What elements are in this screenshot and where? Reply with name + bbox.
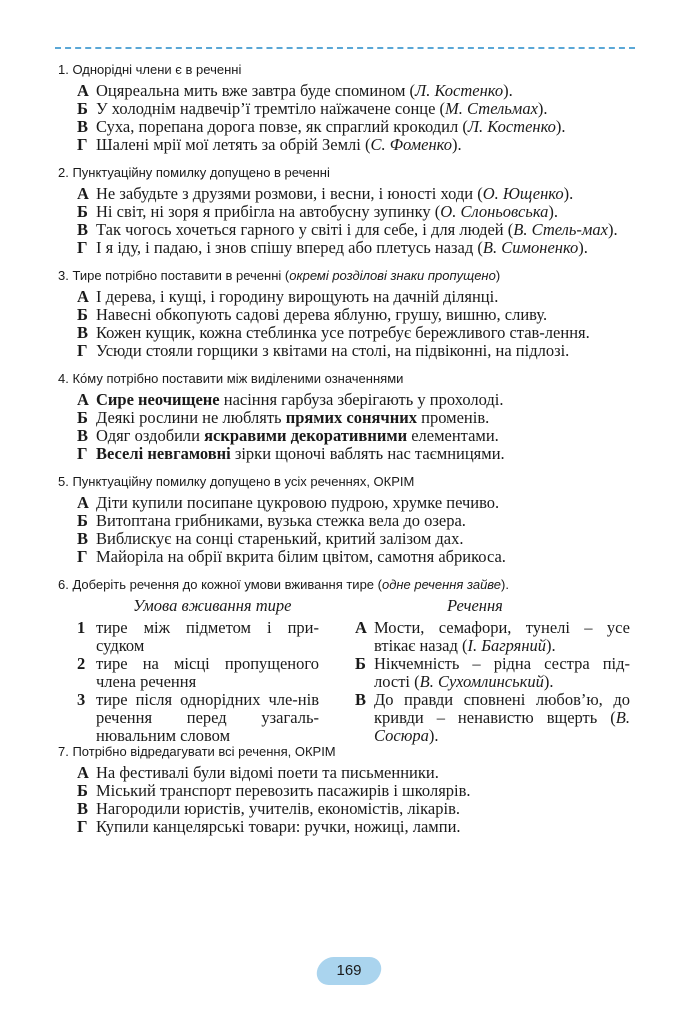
condition-number: 2 [77,654,86,673]
condition-number: 3 [77,690,86,709]
option-letter: В [77,117,89,136]
option-b: Б У холоднім надвечір’ї тремтіло наїжачене сонце (М. Стельмах). [77,99,548,118]
question-5 [0,473,695,566]
option-letter: В [77,323,89,342]
condition-number: 1 [77,618,86,637]
question-3 [0,267,695,360]
sentence-letter: В [355,690,367,709]
question-header: 7. Потрібно відредагувати всі речення, ОКРІМ [58,744,336,759]
option-letter: В [77,529,89,548]
option-v: В Кожен кущик, кожна стеблинка усе потребує бережливого став-лення. [77,323,590,342]
question-header: 1. Однорідні члени є в реченні [58,62,242,77]
option-letter: Г [77,547,88,566]
option-letter: Б [77,305,88,324]
option-v: В Так чогось хочеться гарного у світі і для себе, і для людей (В. Стель-мах). [77,220,618,239]
sentence-item: А Мости, семафори, тунелі – усе втікає назад (І. Багряний). [355,618,630,655]
option-b: Б Навесні обкопують садові дерева яблуню, грушу, вишню, сливу. [77,305,548,324]
option-v: В Суха, порепана дорога повзе, як спраглий крокодил (Л. Костенко). [77,117,566,136]
option-letter: Б [77,408,88,427]
option-h: Г І я іду, і падаю, і знов спішу вперед або плетусь назад (В. Симоненко). [77,238,588,257]
option-letter: А [77,81,89,100]
option-a: А Сире неочищене насіння гарбуза зберігають у прохолоді. [77,390,504,409]
option-b: Б Міський транспорт перевозить пасажирів і школярів. [77,781,471,800]
option-letter: Б [77,99,88,118]
sentence-letter: Б [355,654,366,673]
option-letter: А [77,184,89,203]
page-content [0,57,695,836]
condition-item: 1 тире між підметом і при-судком [77,618,319,655]
option-a: А І дерева, і кущі, і городину вирощують на дачній ділянці. [77,287,499,306]
condition-item: 3 тире після однорідних чле-нів речення перед узагаль-нювальним словом [77,690,319,745]
option-a: А Оцяреальна мить вже завтра буде спомином (Л. Костенко). [77,81,513,100]
sentence-letter: А [355,618,367,637]
question-header: 5. Пунктуаційну помилку допущено в усіх реченнях, ОКРІМ [58,474,415,489]
option-letter: Б [77,781,88,800]
option-letter: Г [77,135,88,154]
option-a: А Не забудьте з друзями розмови, і весни, і юності ходи (О. Ющенко). [77,184,574,203]
option-b: Б Деякі рослини не люблять прямих сонячних променів. [77,408,490,427]
conditions-column [77,619,319,745]
option-a: А Діти купили посипане цукровою пудрою, хрумке печиво. [77,493,500,512]
question-header: 6. Доберіть речення до кожної умови вживання тире (одне речення зайве). [58,577,509,592]
sentence-item: Б Нікчемність – рідна сестра під-лості (В. Сухомлинський). [355,654,630,691]
option-letter: Б [77,202,88,221]
question-7 [0,743,695,836]
option-letter: А [77,763,89,782]
option-v: В Нагородили юристів, учителів, економістів, лікарів. [77,799,460,818]
question-4 [0,370,695,463]
question-1 [0,61,695,154]
option-letter: В [77,426,89,445]
option-letter: Б [77,511,88,530]
option-letter: А [77,287,89,306]
option-h: Г Усюди стояли горщики з квітами на столі, на підвіконні, на підлозі. [77,341,570,360]
option-v: В Виблискує на сонці старенький, критий залізом дах. [77,529,464,548]
option-v: В Одяг оздобили яскравими декоративними елементами. [77,426,499,445]
option-h: Г Купили канцелярські товари: ручки, ножиці, лампи. [77,817,461,836]
option-letter: Г [77,817,88,836]
option-letter: Г [77,341,88,360]
option-letter: В [77,799,89,818]
question-header: 2. Пунктуаційну помилку допущено в реченні [58,165,330,180]
question-header: 4. Ко́му потрібно поставити між виділеними означеннями [58,371,404,386]
option-letter: Г [77,238,88,257]
page-number: 169 [336,962,362,979]
option-letter: Г [77,444,88,463]
top-dashed-rule [55,47,635,49]
option-b: Б Витоптана грибниками, вузька стежка вела до озера. [77,511,466,530]
right-column-title: Речення [447,596,503,615]
sentence-item: В До правди сповнені любов’ю, до кривди – ненавистю вщерть (В. Сосюра). [355,690,630,745]
option-letter: А [77,390,89,409]
option-h: Г Шалені мрії мої летять за обрій Землі (С. Фоменко). [77,135,462,154]
option-h: Г Веселі невгамовні зірки щоночі ваблять нас таємницями. [77,444,505,463]
matching-table [0,596,695,745]
condition-item: 2 тире на місці пропущеного члена речення [77,654,319,691]
option-a: А На фестивалі були відомі поети та письменники. [77,763,439,782]
option-h: Г Майоріла на обрії вкрита білим цвітом, самотня абрикоса. [77,547,506,566]
sentences-column [355,619,630,745]
option-letter: А [77,493,89,512]
question-6 [0,576,695,745]
question-header: 3. Тире потрібно поставити в реченні (окремі розділові знаки пропущено) [58,268,501,283]
option-b: Б Ні світ, ні зоря я прибігла на автобусну зупинку (О. Слоньовська). [77,202,559,221]
page-number-badge [315,957,384,985]
left-column-title: Умова вживання тире [133,596,292,615]
option-letter: В [77,220,89,239]
question-2 [0,164,695,257]
